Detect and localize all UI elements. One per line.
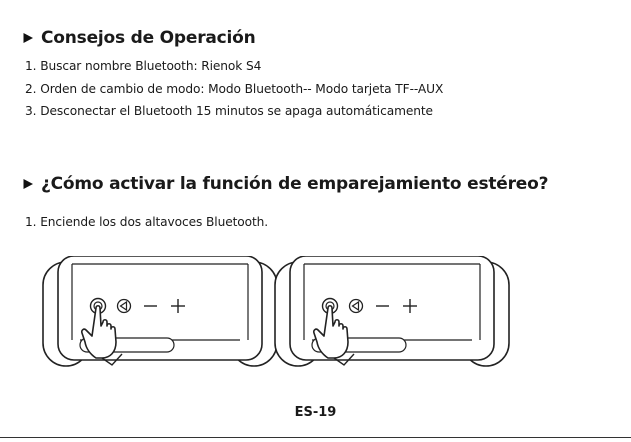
bottom-divider bbox=[0, 437, 631, 438]
section-heading-text: Consejos de Operación bbox=[41, 28, 256, 48]
list-item: 3. Desconectar el Bluetooth 15 minutos se apaga automáticamente bbox=[25, 104, 433, 118]
section-heading-stereo bbox=[22, 174, 548, 194]
list-item: 1. Enciende los dos altavoces Bluetooth. bbox=[25, 215, 269, 229]
speaker-left-illustration bbox=[40, 256, 280, 368]
section-heading-text: ¿Cómo activar la función de emparejamiento estéreo? bbox=[41, 174, 549, 194]
play-bullet-icon bbox=[22, 178, 34, 190]
section-heading-operation bbox=[22, 28, 256, 48]
page-number: ES-19 bbox=[294, 405, 337, 420]
speaker-right-illustration bbox=[272, 256, 512, 368]
list-item: 2. Orden de cambio de modo: Modo Bluetooth-- Modo tarjeta TF--AUX bbox=[25, 82, 444, 96]
hand-press-power-icon bbox=[272, 256, 512, 368]
hand-press-power-icon bbox=[40, 256, 280, 368]
list-item: 1. Buscar nombre Bluetooth: Rienok S4 bbox=[25, 59, 262, 73]
play-bullet-icon bbox=[22, 32, 34, 44]
